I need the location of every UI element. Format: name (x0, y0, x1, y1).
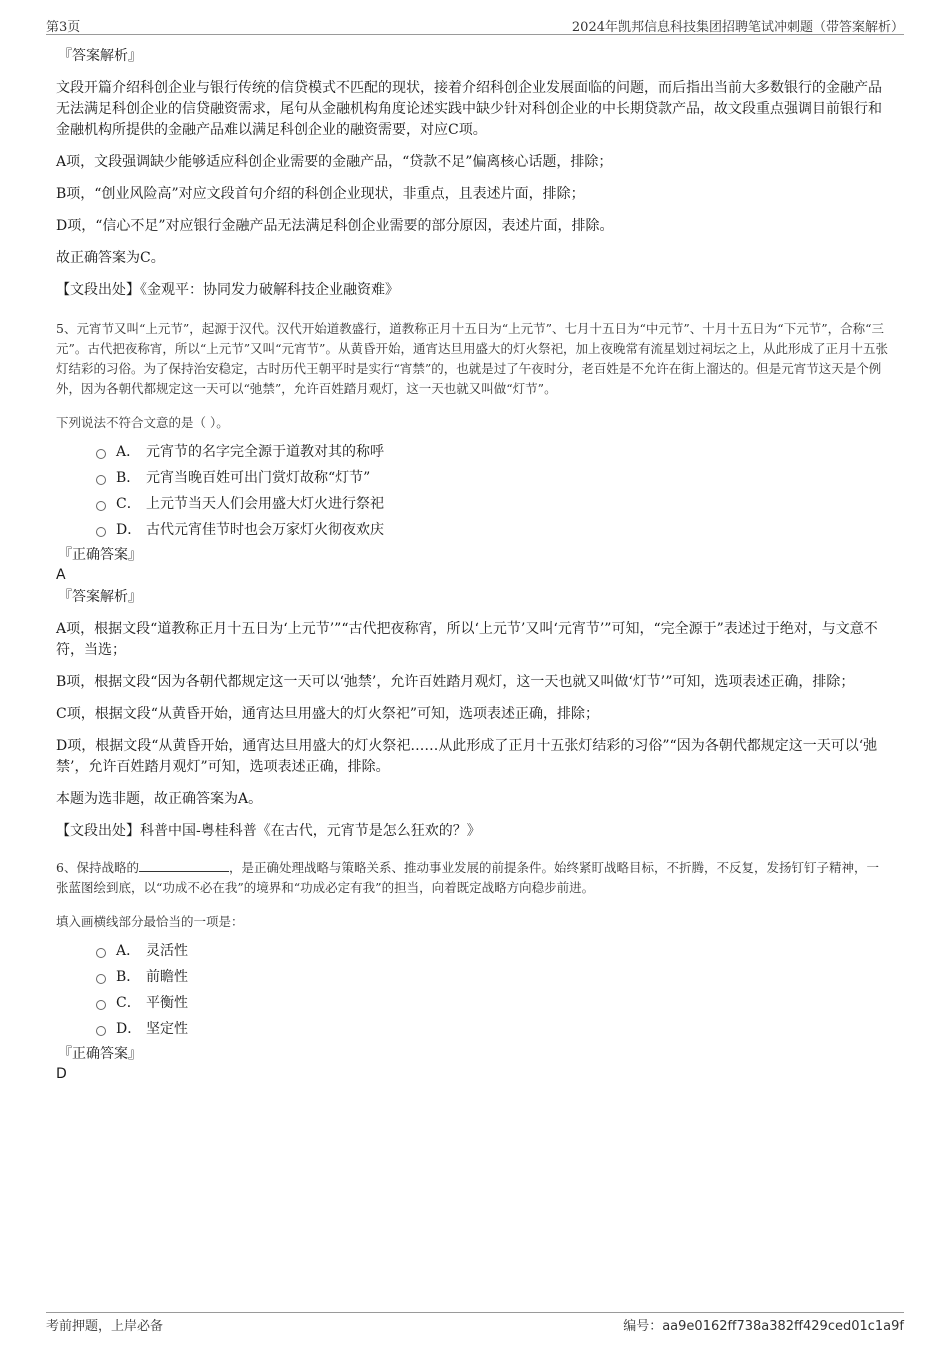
document-code (623, 1315, 904, 1334)
radio-icon[interactable] (96, 449, 106, 459)
document-title: 2024年凯邦信息科技集团招聘笔试冲刺题（带答案解析） (571, 20, 904, 35)
page-number: 第3页 (46, 20, 81, 35)
answer-label: 『正确答案』 (58, 1046, 142, 1062)
analysis-paragraph: D项，根据文段“从黄昏开始，通宵达旦用盛大的灯火祭祀……从此形成了正月十五张灯结彩的习俗”“因为各朝代都规定这一天可以‘弛禁’，允许百姓踏月观灯”可知，选项表述正确，排除。 (56, 738, 878, 775)
page-footer (46, 1312, 904, 1335)
page-header (46, 14, 904, 35)
radio-icon[interactable] (96, 974, 106, 984)
question-stem: 5、元宵节又叫“上元节”，起源于汉代。汉代开始道教盛行，道教称正月十五日为“上元节”、七月十五日为“中元节”、十月十五日为“下元节”，合称“三元”。古代把夜称宵，所以“上元节”又叫“元宵节”。从黄昏开始，通宵达旦用盛大的灯火祭祀，加上夜晚常有流星划过祠坛之上，从此形成了正月十五张灯结彩的习俗。为了保持治安稳定，古时历代王朝平时是实行“宵禁”的，也就是过了午夜时分，老百姓是不允许在街上溜达的。但是元宵节这天是个例外，因为各朝代都规定这一天可以“弛禁”，允许百姓踏月观灯，这一天也就又叫做“灯节”。 (56, 321, 888, 396)
option-text: 上元节当天人们会用盛大灯火进行祭祀 (146, 496, 384, 512)
analysis-conclusion: 本题为选非题，故正确答案为A。 (56, 791, 263, 807)
source-line: 【文段出处】《金观平：协同发力破解科技企业融资难》 (56, 282, 399, 298)
option-text: 坚定性 (146, 1021, 188, 1037)
source-line: 【文段出处】科普中国-粤桂科普《在古代，元宵节是怎么狂欢的？》 (56, 823, 481, 839)
option-d[interactable] (96, 517, 888, 543)
option-letter: B． (116, 969, 141, 985)
option-list (96, 938, 888, 1042)
fill-blank (139, 859, 229, 872)
code-label: 编号： (623, 1319, 663, 1334)
option-list (96, 439, 888, 543)
option-text: 古代元宵佳节时也会万家灯火彻夜欢庆 (146, 522, 384, 538)
analysis-paragraph: A项，文段强调缺少能够适应科创企业需要的金融产品，“贷款不足”偏离核心话题，排除； (56, 154, 613, 170)
analysis-label: 『答案解析』 (58, 48, 142, 64)
analysis-paragraph: B项，根据文段“因为各朝代都规定这一天可以‘弛禁’，允许百姓踏月观灯，这一天也就又叫做‘灯节’”可知，选项表述正确，排除； (56, 674, 855, 690)
analysis-paragraph: A项，根据文段“道教称正月十五日为‘上元节’”“古代把夜称宵，所以‘上元节’又叫‘元宵节’”可知，“完全源于”表述过于绝对，与文意不符，当选； (56, 621, 878, 658)
analysis-paragraph: C项，根据文段“从黄昏开始，通宵达旦用盛大的灯火祭祀”可知，选项表述正确，排除； (56, 706, 600, 722)
option-letter: C． (116, 496, 141, 512)
radio-icon[interactable] (96, 527, 106, 537)
footer-slogan: 考前押题，上岸必备 (46, 1319, 164, 1334)
option-text: 元宵当晚百姓可出门赏灯故称“灯节” (146, 470, 371, 486)
analysis-conclusion: 故正确答案为C。 (56, 250, 165, 266)
option-c[interactable] (96, 990, 888, 1016)
radio-icon[interactable] (96, 1000, 106, 1010)
answer-value: D (56, 1066, 67, 1082)
question-prompt: 填入画横线部分最恰当的一项是： (56, 914, 244, 929)
analysis-paragraph: B项，“创业风险高”对应文段首句介绍的科创企业现状，非重点，且表述片面，排除； (56, 186, 585, 202)
answer-label: 『正确答案』 (58, 547, 142, 563)
analysis-label: 『答案解析』 (58, 589, 142, 605)
option-letter: A． (116, 444, 141, 460)
option-letter: D． (116, 1021, 142, 1037)
option-a[interactable] (96, 938, 888, 964)
radio-icon[interactable] (96, 1026, 106, 1036)
answer-value: A (56, 567, 66, 583)
radio-icon[interactable] (96, 475, 106, 485)
analysis-paragraph: D项，“信心不足”对应银行金融产品无法满足科创企业需要的部分原因，表述片面，排除。 (56, 218, 614, 234)
question-prompt: 下列说法不符合文意的是（ ）。 (56, 415, 229, 430)
code-value: aa9e0162ff738a382ff429ced01c1a9f (662, 1319, 904, 1334)
analysis-paragraph: 文段开篇介绍科创企业与银行传统的信贷模式不匹配的现状，接着介绍科创企业发展面临的问题，而后指出当前大多数银行的金融产品无法满足科创企业的信贷融资需求，尾句从金融机构角度论述实践中缺少针对科创企业的中长期贷款产品，故文段重点强调目前银行和金融机构所提供的金融产品难以满足科创企业的融资需要，对应C项。 (56, 80, 882, 138)
option-letter: D． (116, 522, 142, 538)
stem-start: 6、保持战略的 (56, 860, 139, 875)
option-d[interactable] (96, 1016, 888, 1042)
question-stem (56, 858, 888, 898)
option-text: 平衡性 (146, 995, 188, 1011)
radio-icon[interactable] (96, 501, 106, 511)
option-b[interactable] (96, 465, 888, 491)
option-letter: B． (116, 470, 141, 486)
stem-end: ，是正确处理战略与策略关系、推动事业发展的前提条件。始终紧盯战略目标，不折腾，不反复，发扬钉钉子精神，一张蓝图绘到底，以“功成不必在我”的境界和“功成必定有我”的担当，向着既定战略方向稳步前进。 (56, 860, 879, 895)
option-c[interactable] (96, 491, 888, 517)
page-content (56, 46, 888, 1084)
radio-icon[interactable] (96, 948, 106, 958)
option-letter: A． (116, 943, 141, 959)
option-letter: C． (116, 995, 141, 1011)
option-text: 元宵节的名字完全源于道教对其的称呼 (146, 444, 384, 460)
option-b[interactable] (96, 964, 888, 990)
option-a[interactable] (96, 439, 888, 465)
option-text: 灵活性 (146, 943, 188, 959)
option-text: 前瞻性 (146, 969, 188, 985)
